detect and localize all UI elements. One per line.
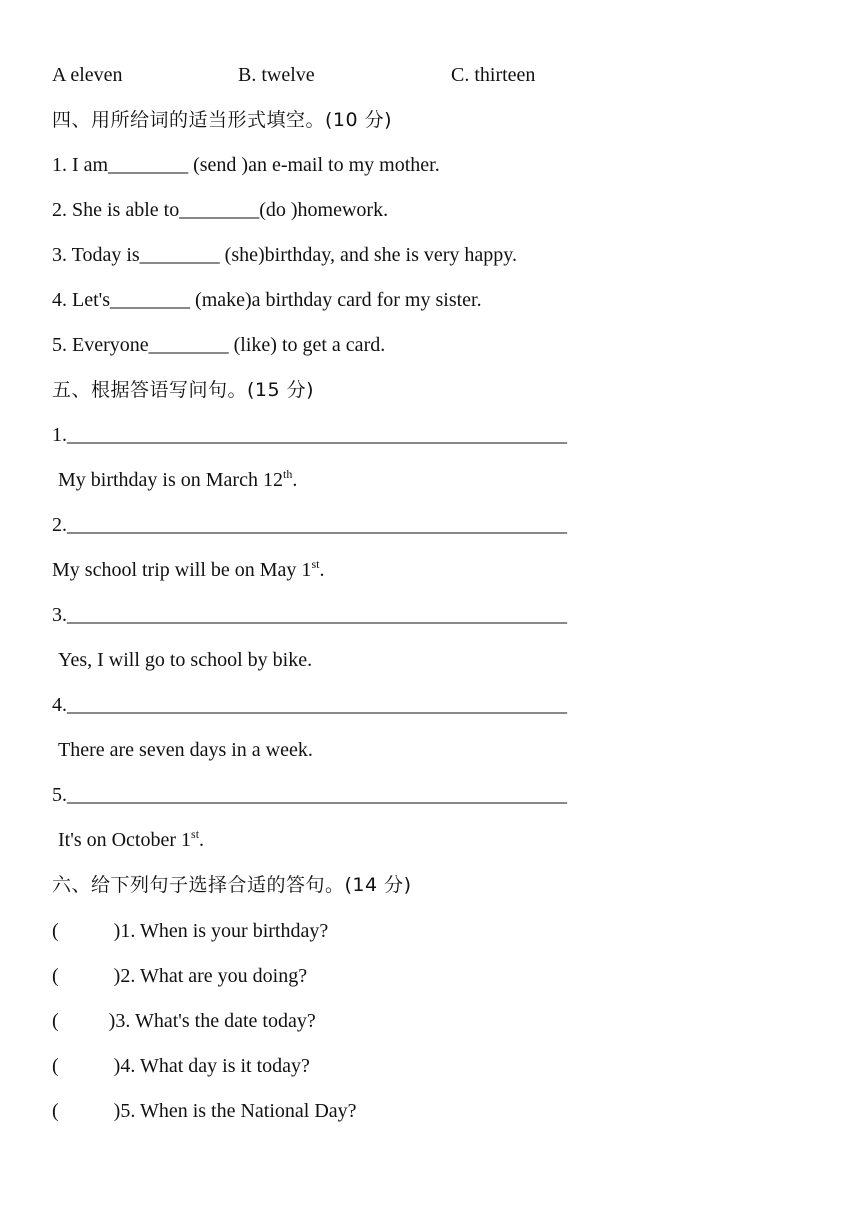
section4-item-2: 2. She is able to________(do )homework.: [52, 199, 389, 221]
section6-heading: 六、给下列句子选择合适的答句。(14 分): [52, 874, 412, 896]
section4-item-5: 5. Everyone________ (like) to get a card.: [52, 334, 386, 356]
section5-answer-5: It's on October 1st.: [58, 827, 205, 851]
section5-answer-3: Yes, I will go to school by bike.: [58, 649, 313, 671]
section5-blank-1: 1.__________________________________________________: [52, 424, 567, 446]
section5-blank-4: 4.__________________________________________________: [52, 694, 567, 716]
superscript: th: [282, 467, 293, 481]
section5-answer-1: My birthday is on March 12th.: [58, 467, 298, 491]
section5-answer-2: My school trip will be on May 1st.: [52, 557, 325, 581]
section6-item-4: ( )4. What day is it today?: [52, 1055, 310, 1077]
section6-item-3: ( )3. What's the date today?: [52, 1010, 316, 1032]
superscript: st: [191, 827, 200, 841]
section4-item-1: 1. I am________ (send )an e-mail to my mother.: [52, 154, 440, 176]
section6-item-5: ( )5. When is the National Day?: [52, 1100, 357, 1122]
section5-heading: 五、根据答语写问句。(15 分): [52, 379, 315, 401]
section5-blank-3: 3.__________________________________________________: [52, 604, 567, 626]
section5-blank-5: 5.__________________________________________________: [52, 784, 567, 806]
section4-item-3: 3. Today is________ (she)birthday, and she is very happy.: [52, 244, 517, 266]
option-b: B. twelve: [238, 64, 315, 86]
option-a: A eleven: [52, 64, 123, 86]
section6-item-1: ( )1. When is your birthday?: [52, 920, 329, 942]
section6-item-2: ( )2. What are you doing?: [52, 965, 308, 987]
section4-item-4: 4. Let's________ (make)a birthday card for my sister.: [52, 289, 482, 311]
superscript: st: [311, 557, 320, 571]
option-c: C. thirteen: [451, 64, 536, 86]
section5-answer-4: There are seven days in a week.: [58, 739, 313, 761]
section4-heading: 四、用所给词的适当形式填空。(10 分): [52, 109, 393, 131]
section5-blank-2: 2.__________________________________________________: [52, 514, 567, 536]
